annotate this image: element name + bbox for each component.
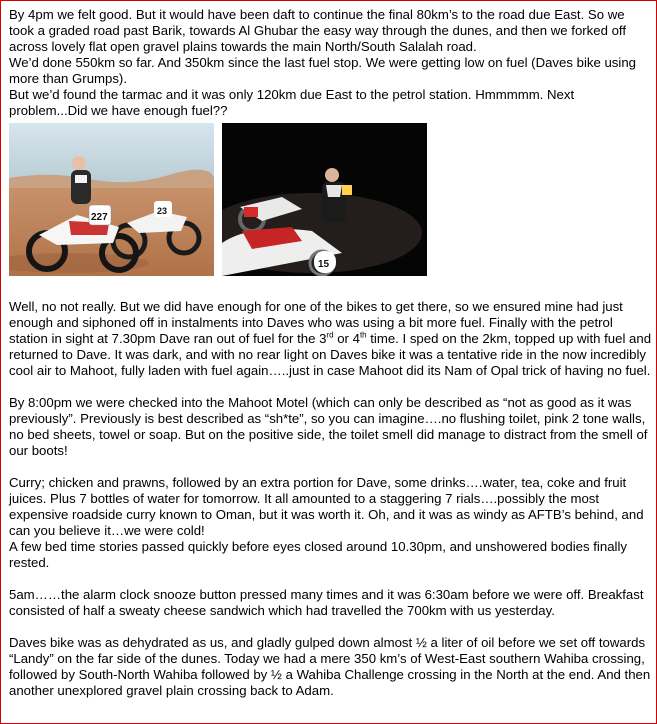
ordinal-th: th — [359, 330, 367, 340]
paragraph-motel: By 8:00pm we were checked into the Mahoot Motel (which can only be described as “not as good as it was previously”. Previously is best described as “sh*te”, so you can imagine….no flushing toilet, pink 2 tone walls, no bed sheets, towel or soap. But on the positive side, the toilet smell did manage to distract from the smell of our boots! — [9, 395, 648, 458]
front-plate-number: 227 — [91, 212, 108, 223]
paragraph-fuel-part-a: Well, no not really. But we did have enough for one of the bikes to get there, so we ensured mine had just enough and siphoned off in instalments into Daves who was using a bit more fuel. Finally with the petrol station in sight at 7.30pm Dave ran out of fuel for the 3 — [9, 299, 623, 346]
paragraph-bedtime: A few bed time stories passed quickly before eyes closed around 10.30pm, and unshowered bodies finally rested. — [9, 539, 627, 570]
photo-row — [9, 123, 653, 283]
paragraph-fuel — [9, 299, 653, 379]
paragraph-tarmac: But we’d found the tarmac and it was only 120km due East to the petrol station. Hmmmmm. Next problem...Did we have enough fuel?? — [9, 87, 575, 118]
ordinal-rd: rd — [326, 330, 334, 340]
paragraph-fuel-part-c: time. I sped on the 2km, topped up with fuel and returned to Dave. It was dark, and with no rear light on Daves bike it was a tentative ride in the now incredibly cool air to Mahoot, fully laden with fuel again…..just in case Mahoot did its Nam of Opal trick of having no fuel. — [9, 331, 652, 378]
photo-desert-day-image — [9, 123, 214, 276]
photo-desert-day — [9, 123, 214, 276]
photo-desert-night-image — [222, 123, 427, 276]
paragraph-curry: Curry; chicken and prawns, followed by an extra portion for Dave, some drinks….water, tea, coke and fruit juices. Plus 7 bottles of water for tomorrow. It all amounted to a staggering 7 rials….possibly the most expensive roadside curry known to Oman, but it was worth it. Oh, and it was as windy as AFTB’s behind, and can you believe it…we were cold! — [9, 475, 644, 538]
rear-plate-number: 23 — [157, 206, 168, 216]
blog-entry — [9, 7, 653, 699]
paragraph-distance: We’d done 550km so far. And 350km since the last fuel stop. We were getting low on fuel (Daves bike using more than Grumps). — [9, 55, 636, 86]
paragraph-morning: 5am……the alarm clock snooze button pressed many times and it was 6:30am before we were off. Breakfast consisted of half a sweaty cheese sandwich which had travelled the 700km with us yesterday. — [9, 587, 644, 618]
photo-desert-night — [222, 123, 427, 276]
night-plate-number: 15 — [318, 259, 330, 270]
paragraph-afternoon: By 4pm we felt good. But it would have been daft to continue the final 80km’s to the road due East. So we took a graded road past Barik, towards Al Ghubar the easy way through the dunes, and then we forked off across lovely flat open gravel plains towards the main North/South Salalah road. — [9, 7, 627, 54]
paragraph-fuel-part-b: or 4 — [333, 331, 360, 346]
paragraph-oil: Daves bike was as dehydrated as us, and gladly gulped down almost ½ a liter of oil before we set off towards “Landy” on the far side of the dunes. Today we had a mere 350 km’s of West-East southern Wahiba crossing, followed by South-North Wahiba followed by ½ a Wahiba Challenge crossing in the North at the end. And then another unexplored gravel plain crossing back to Adam. — [9, 635, 651, 698]
